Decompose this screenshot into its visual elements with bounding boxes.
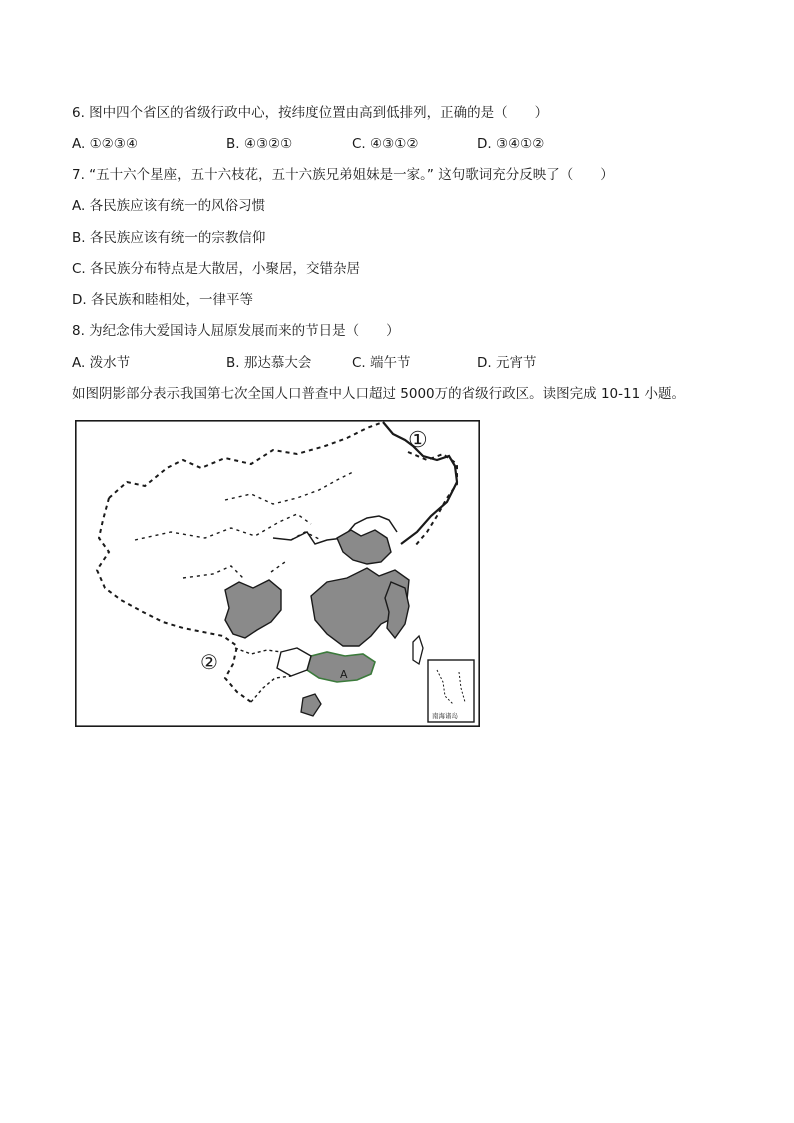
question-7-stem: 7. “五十六个星座，五十六枝花，五十六族兄弟姐妹是一家。” 这句歌词充分反映了（ ）	[72, 167, 614, 183]
map-border	[76, 421, 479, 726]
q8-option-a: A. 泼水节	[72, 355, 131, 371]
q7-option-c: C. 各民族分布特点是大散居，小聚居，交错杂居	[72, 261, 361, 277]
q7-option-a: A. 各民族应该有统一的风俗习惯	[72, 198, 266, 214]
south-china-sea-inset	[428, 660, 474, 722]
marker-2-label: ②	[200, 650, 218, 674]
q7-option-b: B. 各民族应该有统一的宗教信仰	[72, 230, 266, 246]
q8-option-d: D. 元宵节	[477, 355, 537, 371]
q6-option-c: C. ④③①②	[352, 136, 419, 152]
q6-option-a: A. ①②③④	[72, 136, 138, 152]
svg-text:A: A	[340, 668, 348, 681]
q6-option-b: B. ④③②①	[226, 136, 293, 152]
q6-option-d: D. ③④①②	[477, 136, 545, 152]
question-8-stem: 8. 为纪念伟大爱国诗人屈原发展而来的节日是（ ）	[72, 323, 400, 339]
q8-option-b: B. 那达慕大会	[226, 355, 312, 371]
q7-option-d: D. 各民族和睦相处，一律平等	[72, 292, 253, 308]
china-population-map	[75, 420, 480, 727]
map-question-intro: 如图阴影部分表示我国第七次全国人口普查中人口超过 5000万的省级行政区。读图完成 10-11 小题。	[72, 386, 685, 402]
question-6-stem: 6. 图中四个省区的省级行政中心，按纬度位置由高到低排列，正确的是（ ）	[72, 105, 549, 121]
q8-option-c: C. 端午节	[352, 355, 411, 371]
marker-1-label: ①	[408, 428, 428, 453]
inset-label: 南海诸岛	[432, 712, 458, 720]
